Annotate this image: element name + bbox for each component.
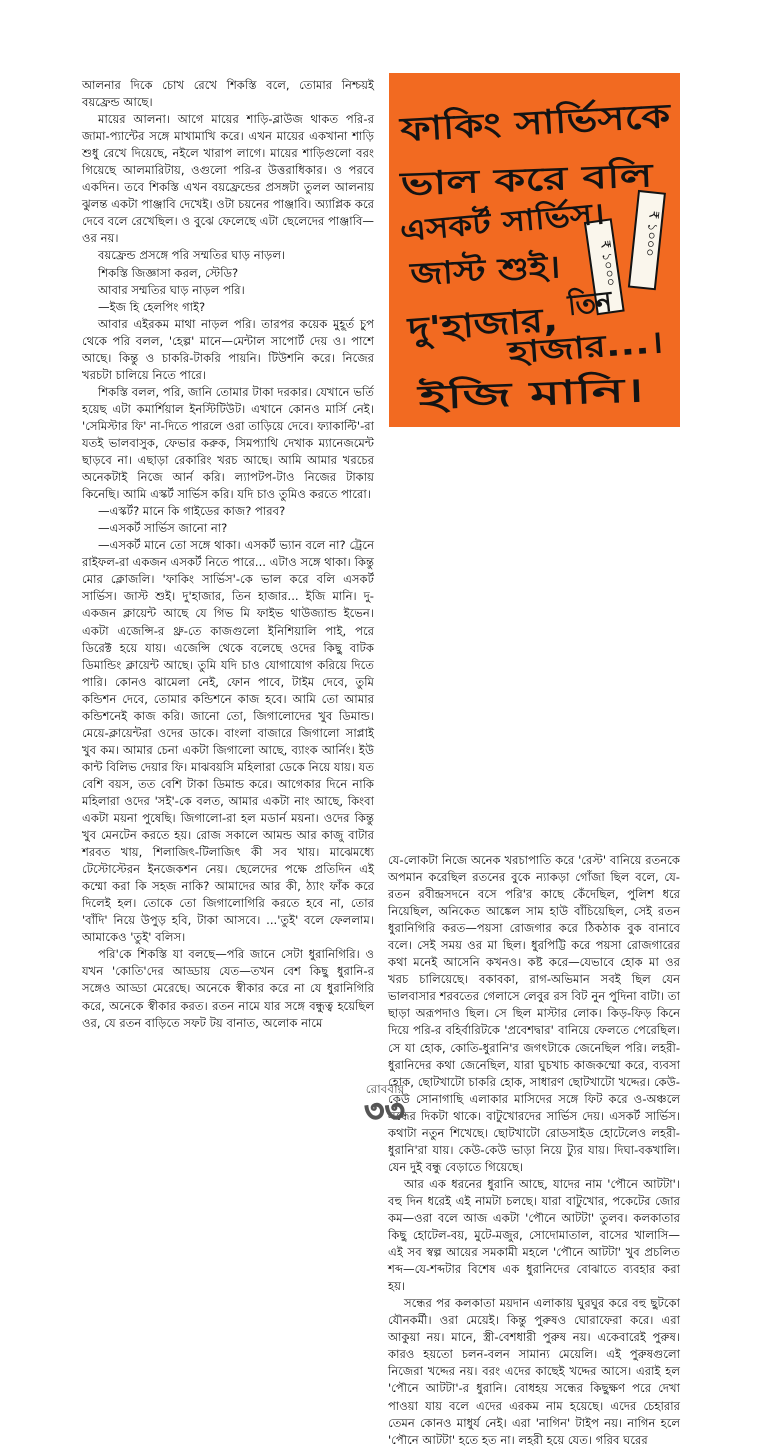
paragraph: আবার সম্মতির ঘাড় নাড়ল পরি। bbox=[98, 282, 245, 297]
paragraph: আবার এইরকম মাথা নাড়ল পরি। তারপর কয়েক মুহূর্ত চুপ থেকে পরি বলল, 'হেল্প' মানে—মেন্টাল সাপোর্ট দেয় ও। পাশে আছে। কিন্তু ও চাকরি-টাকরি পায়নি। টিউশনি করে। নিজের খরচটা চালিয়ে নিতে পারে। bbox=[82, 316, 374, 382]
art-line-8: ইজি মানি। bbox=[417, 373, 556, 417]
art-line-7: হাজার...। bbox=[507, 327, 631, 371]
page-number: ৩৩ bbox=[364, 1094, 406, 1129]
paragraph: —এসকর্ট মানে তো সঙ্গে থাকা। এসকর্ট ভ্যান বলে না? ট্রেনে রাইফল-রা একজন এসকর্ট নিতে পারে... এটাও সঙ্গে থাকা। কিন্তু মোর ক্লোজলি। 'ফাকিং সার্ভিস'-কে ভাল করে বলি এসকর্ট সার্ভিস। জাস্ট শুই। দু'হাজার, তিন হাজার... ইজি মানি। দু-একজন ক্লায়েন্ট আছে যে গিভ মি ফাইভ থাউজ্যান্ড ইভেন। একটা এজেন্সি-র থ্রু-তে কাজগুলো ইনিশিয়ালি পাই, পরে ডিরেক্ট হয়ে যায়। এজেন্সি থেকে বলেছে ওদের কিছু বাটক ডিমান্ডিং ক্লায়েন্ট আছে। তুমি যদি চাও যোগাযোগ করিয়ে দিতে পারি। কোনও ঝামেলা নেই, ফোন পাবে, টাইম দেবে, তুমি কন্ডিশন দেবে, তোমার কন্ডিশনে কাজ হবে। আমি তো আমার কন্ডিশনেই কাজ করি। জানো তো, জিগালোদের খুব ডিমান্ড। মেয়ে-ক্লায়েন্টরা ওদের ডাকে। বাংলা বাজারে জিগালো সাপ্লাই খুব কম। আমার চেনা একটা জিগালো আছে, ব্যাংক আর্নিং। ইউ কান্ট বিলিভ দেয়ার ফি। মাঝবয়সি মহিলারা ডেকে নিয়ে যায়। যত বেশি বয়স, তত বেশি টাকা ডিমান্ড করে। আগেকার দিনে নাকি মহিলারা ওদের 'সই'-কে বলত, আমার একটা নাং আছে, কিংবা একটা ময়না পুষেছি। জিগালো-রা হল মডার্ন ময়না। ওদের কিন্তু খুব মেনটেন করতে হয়। রোজ সকালে আমন্ড আর কাজু বাটার শরবত খায়, শিলাজিৎ-টিলাজিৎ কী সব খায়। মাঝেমধ্যে টেস্টোস্টেরন ইনজেকশন নেয়। ছেলেদের পক্ষে প্রতিদিন এই কম্মো করা কি সহজ নাকি? আমাদের আর কী, ঠ্যাং ফাঁক করে দিলেই হল। তোকে তো জিগালোগিরি করতে হবে না, তোর 'বাঁদি' নিয়ে উপুড় হবি, টাকা আসবে। ...'তুই' বলে ফেললাম। আমাকেও 'তুই' বলিস। bbox=[82, 538, 374, 945]
art-line-2: ভাল করে বলি bbox=[399, 158, 585, 203]
paragraph: সন্ধের পর কলকাতা ময়দান এলাকায় ঘুরঘুর করে বহু ছুটকো যৌনকর্মী। ওরা মেয়েই। কিন্তু পুরুষও ঘোরাফেরা করে। এরা আকুয়া নয়। মানে, স্ত্রী-বেশধারী পুরুষ নয়। একেবারেই পুরুষ। কারও হয়তো চলন-বলন সামান্য মেয়েলি। এই পুরুষগুলো নিজেরা খদ্দের নয়। বরং এদের কাছেই খদ্দের আসে। এরাই হল 'পৌনে আটটা'-র ধুরানি। বোধহয় সন্ধের কিছুক্ষণ পরে দেখা পাওয়া যায় বলে এদের এরকম নাম হয়েছে। এদের চেহারার তেমন কোনও মাধুর্য নেই। এরা 'নাগিন' টাইপ নয়। নাগিন হলে 'পৌনে আটটা' হতে হত না। লহরী হয়ে যেত। গরিব ঘরের bbox=[388, 1296, 680, 1447]
art-line-4: জাস্ট শুই। bbox=[409, 250, 541, 293]
paragraph: আলনার দিকে চোখ রেখে শিকস্তি বলে, তোমার নিশ্চয়ই বয়ফ্রেন্ড আছে। bbox=[82, 78, 374, 110]
article-left-column bbox=[82, 77, 374, 1032]
paragraph: আর এক ধরনের ধুরানি আছে, যাদের নাম 'পৌনে আটটা'। বহু দিন ধরেই এই নামটা চলছে। যারা বাটুখোর, পকেটের জোর কম—ওরা বলে আজ একটা 'পৌনে আটটা' তুলব। কলকাতার কিছু হোটেল-বয়, মুটে-মজুর, সোদোমাতাল, বাসের খালাসি—এই সব স্বল্প আয়ের সমকামী মহলে 'পৌনে আটটা' খুব প্রচলিত শব্দ—যে-শব্দটার বিশেষ এক ধুরানিদের বোঝাতে ব্যবহার করা হয়। bbox=[388, 1176, 680, 1294]
paragraph: মায়ের আলনা। আগে মায়ের শাড়ি-ব্লাউজ থাকত পরি-র জামা-প্যান্টের সঙ্গে মাখামাখি করে। এখন মায়ের একখানা শাড়ি শুধু রেখে দিয়েছে, নইলে খারাপ লাগে। মায়ের শাড়িগুলো বরং গিয়েছে আলমারিটায়, ওগুলো পরি-র উত্তরাধিকার। ও পরবে একদিন। তবে শিকস্তি এখন বয়ফ্রেন্ডের প্রসঙ্গটা তুলল আলনায় ঝুলন্ত একটা পাঞ্জাবি দেখেই। ওটা চয়নের পাঞ্জাবি। অ্যাপ্লিক করে দেবে বলে রেখেছিল। ও বুঝে ফেলেছে এটা ছেলেদের পাঞ্জাবি—ওর নয়। bbox=[82, 112, 374, 246]
paragraph: যে-লোকটা নিজে অনেক খরচাপাতি করে 'রেস্ট' বানিয়ে রতনকে অপমান করেছিল রতনের বুকে ন্যাকড়া গোঁজা ছিল বলে, যে-রতন রবীন্দ্রসদনে বসে পরি'র কাছে কেঁদেছিল, পুলিশ ধরে নিয়েছিল, অনিকেত আঙ্কেল সাম হাউ বাঁচিয়েছিল, সেই রতন ধুরানিগিরি করত—পয়সা রোজগার করে ঠিকঠাক বুক বানাবে বলে। সেই সময় ওর মা ছিল। ধুরপিট্টি করে পয়সা রোজগারের কথা মনেই আসেনি কখনও। কষ্ট করে—যেভাবে হোক মা ওর খরচ চালিয়েছে। বকাবকা, রাগ-অভিমান সবই ছিল যেন ভালবাসার শরবতের গেলাসে লেবুর রস বিট নুন পুদিনা বাটা। তা ছাড়া অরূপদাও ছিল। সে ছিল মাস্টার লোক। কিড়-ফিড় কিনে দিয়ে পরি-র বহির্বারিটকে 'প্রবেশদ্বার' বানিয়ে ফেলতে পেরেছিল। সে যা হোক, কোতি-ধুরানি'র জগৎটাকে জেনেছিল পরি। লহরী-ধুরানিদের কথা জেনেছিল, যারা ঘুচখাচ কাজকম্মো করে, ব্যবসা হোক, ছোটখাটো চাকরি হোক, সাধারণ ছোটখাটো খদ্দের। কেউ-কেউ সোনাগাছি এলাকার মাসিদের সঙ্গে ফিট করে ও-অঞ্চলে সন্ধের দিকটা থাকে। বাটুখোরদের সার্ভিস দেয়। এসকর্ট সার্ভিস। কথাটা নতুন শিখেছে। ছোটখাটো রোডসাইড হোটেলেও লহরী-ধুরানি'রা যায়। কেউ-কেউ ভাড়া নিয়ে ট্যুর যায়। দিঘা-বকখালি। যেন দুই বন্ধু বেড়াতে গিয়েছে। bbox=[388, 853, 680, 1174]
magazine-name: রোববার bbox=[365, 1082, 405, 1096]
note-left-text: ₹ ১০০০ bbox=[596, 239, 618, 288]
paragraph: —ইজ হি হেলপিং গাই? bbox=[98, 299, 206, 314]
paragraph: শিকস্তি বলল, পরি, জানি তোমার টাকা দরকার। যেখানে ভর্তি হয়েছ এটা কমার্শিয়াল ইনস্টিটিউট। এখানে কোনও মার্সি নেই। 'সেমিস্টার ফি' না-দিতে পারলে ওরা তাড়িয়ে দেবে। ফ্যাকাল্টি'-রা যতই ভালবাসুক, ফেভার করুক, সিমপ্যাথি দেখাক ম্যানেজমেন্ট ছাড়বে না। এছাড়া রেকারিং খরচ আছে। আমি আমার খরচের অনেকটাই নিজে আর্ন করি। ল্যাপটপ-টাও নিজের টাকায় কিনেছি। আমি এস্কর্ট সার্ভিস করি। যদি চাও তুমিও করতে পারো। bbox=[82, 384, 374, 502]
note-right-text: ₹ ১০০০ bbox=[641, 209, 661, 258]
paragraph: —এসকর্ট সার্ভিস জানো না? bbox=[98, 521, 228, 536]
paragraph: বয়ফ্রেন্ড প্রসঙ্গে পরি সম্মতির ঘাড় নাড়ল। bbox=[98, 248, 286, 263]
art-line-3: এসকর্ট সার্ভিস। bbox=[398, 198, 576, 248]
paragraph: —এস্কর্ট? মানে কি গাইডের কাজ? পারব? bbox=[98, 504, 286, 519]
paragraph: পরি'কে শিকস্তি যা বলছে—পরি জানে সেটা ধুরানিগিরি। ও যখন 'কোতি'দের আড্ডায় যেত—তখন বেশ কিছু ধুরানি-র সঙ্গেও আড্ডা মেরেছে। অনেকে স্বীকার করে না যে ধুরানিগিরি করে, অনেকে স্বীকার করত। রতন নামে যার সঙ্গে বন্ধুত্ব হয়েছিল ওর, যে রতন বাড়িতে সফট টয় বানাত, অলোক নামে bbox=[82, 947, 374, 1030]
currency-note-right bbox=[629, 191, 665, 289]
art-line-1: ফাকিং সার্ভিসকে bbox=[399, 98, 617, 149]
paragraph: শিকস্তি জিজ্ঞাসা করল, স্টেডি? bbox=[98, 265, 239, 280]
typographic-illustration bbox=[389, 73, 680, 427]
art-line-5: দু'হাজার, bbox=[406, 301, 534, 349]
page-footer bbox=[0, 1082, 770, 1128]
article-right-column bbox=[388, 852, 680, 1449]
art-line-6: তিন bbox=[566, 284, 616, 322]
